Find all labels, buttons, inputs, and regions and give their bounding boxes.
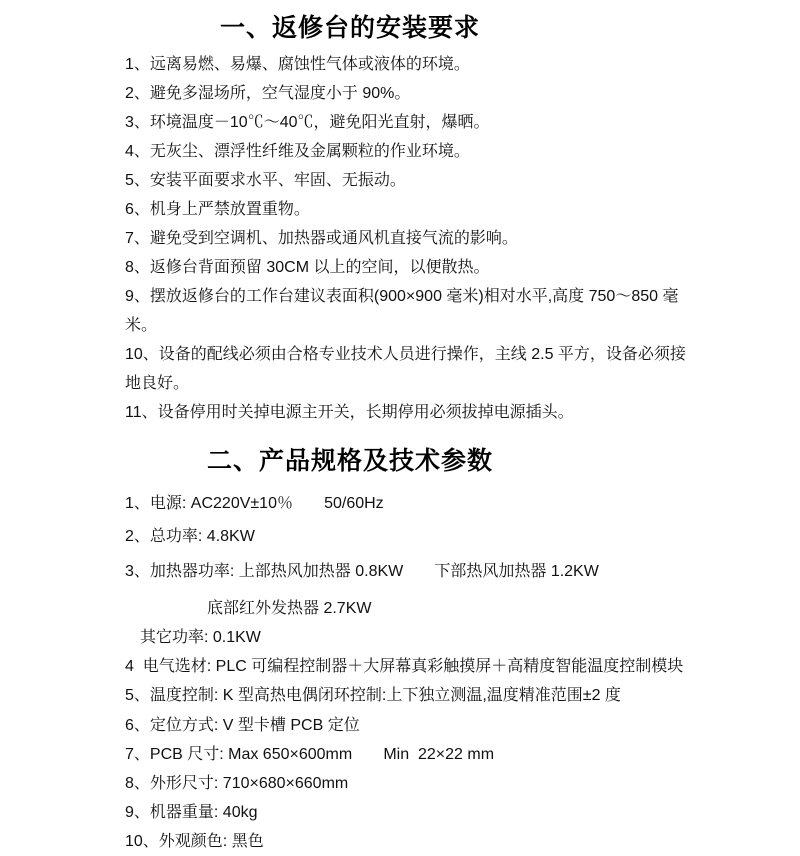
install-requirement-item: 1、远离易燃、易爆、腐蚀性气体或液体的环境。	[125, 56, 470, 73]
spec-item-bottom-heater: 底部红外发热器 2.7KW	[207, 600, 372, 617]
spec-item-electrical-parts: 4 电气选材: PLC 可编程控制器＋大屏幕真彩触摸屏＋高精度智能温度控制模块	[125, 658, 684, 675]
spec-item-pcb-size: 7、PCB 尺寸: Max 650×600mm Min 22×22 mm	[125, 746, 495, 763]
section1-title: 一、返修台的安装要求	[219, 14, 480, 42]
spec-item-temp-control: 5、温度控制: K 型高热电偶闭环控制:上下独立测温,温度精准范围±2 度	[125, 687, 621, 704]
install-requirement-item: 9、摆放返修台的工作台建议表面积(900×900 毫米)相对水平,高度 750～850 毫米。	[125, 288, 679, 334]
spec-item-weight: 9、机器重量: 40kg	[125, 804, 258, 821]
spec-item-other-power: 其它功率: 0.1KW	[140, 629, 261, 646]
spec-item-dimensions: 8、外形尺寸: 710×680×660mm	[125, 775, 349, 792]
install-requirement-item: 10、设备的配线必须由合格专业技术人员进行操作，主线 2.5 平方，设备必须接地良好。	[125, 346, 686, 392]
section2-title-wrap	[0, 427, 700, 477]
install-requirement-item: 2、避免多湿场所，空气湿度小于 90%。	[125, 85, 411, 102]
spec-item-power-supply: 1、电源: AC220V±10％ 50/60Hz	[125, 495, 384, 512]
install-requirement-item: 6、机身上严禁放置重物。	[125, 201, 310, 218]
install-requirement-item: 4、无灰尘、漂浮性纤维及金属颗粒的作业环境。	[125, 143, 470, 160]
install-requirement-item: 3、环境温度－10℃～40℃，避免阳光直射，爆晒。	[125, 114, 490, 131]
product-specs-list	[0, 489, 700, 856]
spec-item-color: 10、外观颜色: 黑色	[125, 833, 264, 850]
spec-item-total-power: 2、总功率: 4.8KW	[125, 528, 255, 545]
installation-requirements-list	[0, 50, 700, 427]
install-requirement-item: 8、返修台背面预留 30CM 以上的空间，以便散热。	[125, 259, 490, 276]
install-requirement-item: 11、设备停用时关掉电源主开关，长期停用必须拔掉电源插头。	[125, 404, 574, 421]
section1-title-wrap	[0, 0, 700, 44]
install-requirement-item: 7、避免受到空调机、加热器或通风机直接气流的影响。	[125, 230, 518, 247]
install-requirement-item: 5、安装平面要求水平、牢固、无振动。	[125, 172, 406, 189]
section2-title: 二、产品规格及技术参数	[206, 447, 493, 475]
spec-item-heater-power: 3、加热器功率: 上部热风加热器 0.8KW 下部热风加热器 1.2KW	[125, 563, 599, 580]
spec-item-positioning: 6、定位方式: V 型卡槽 PCB 定位	[125, 717, 360, 734]
